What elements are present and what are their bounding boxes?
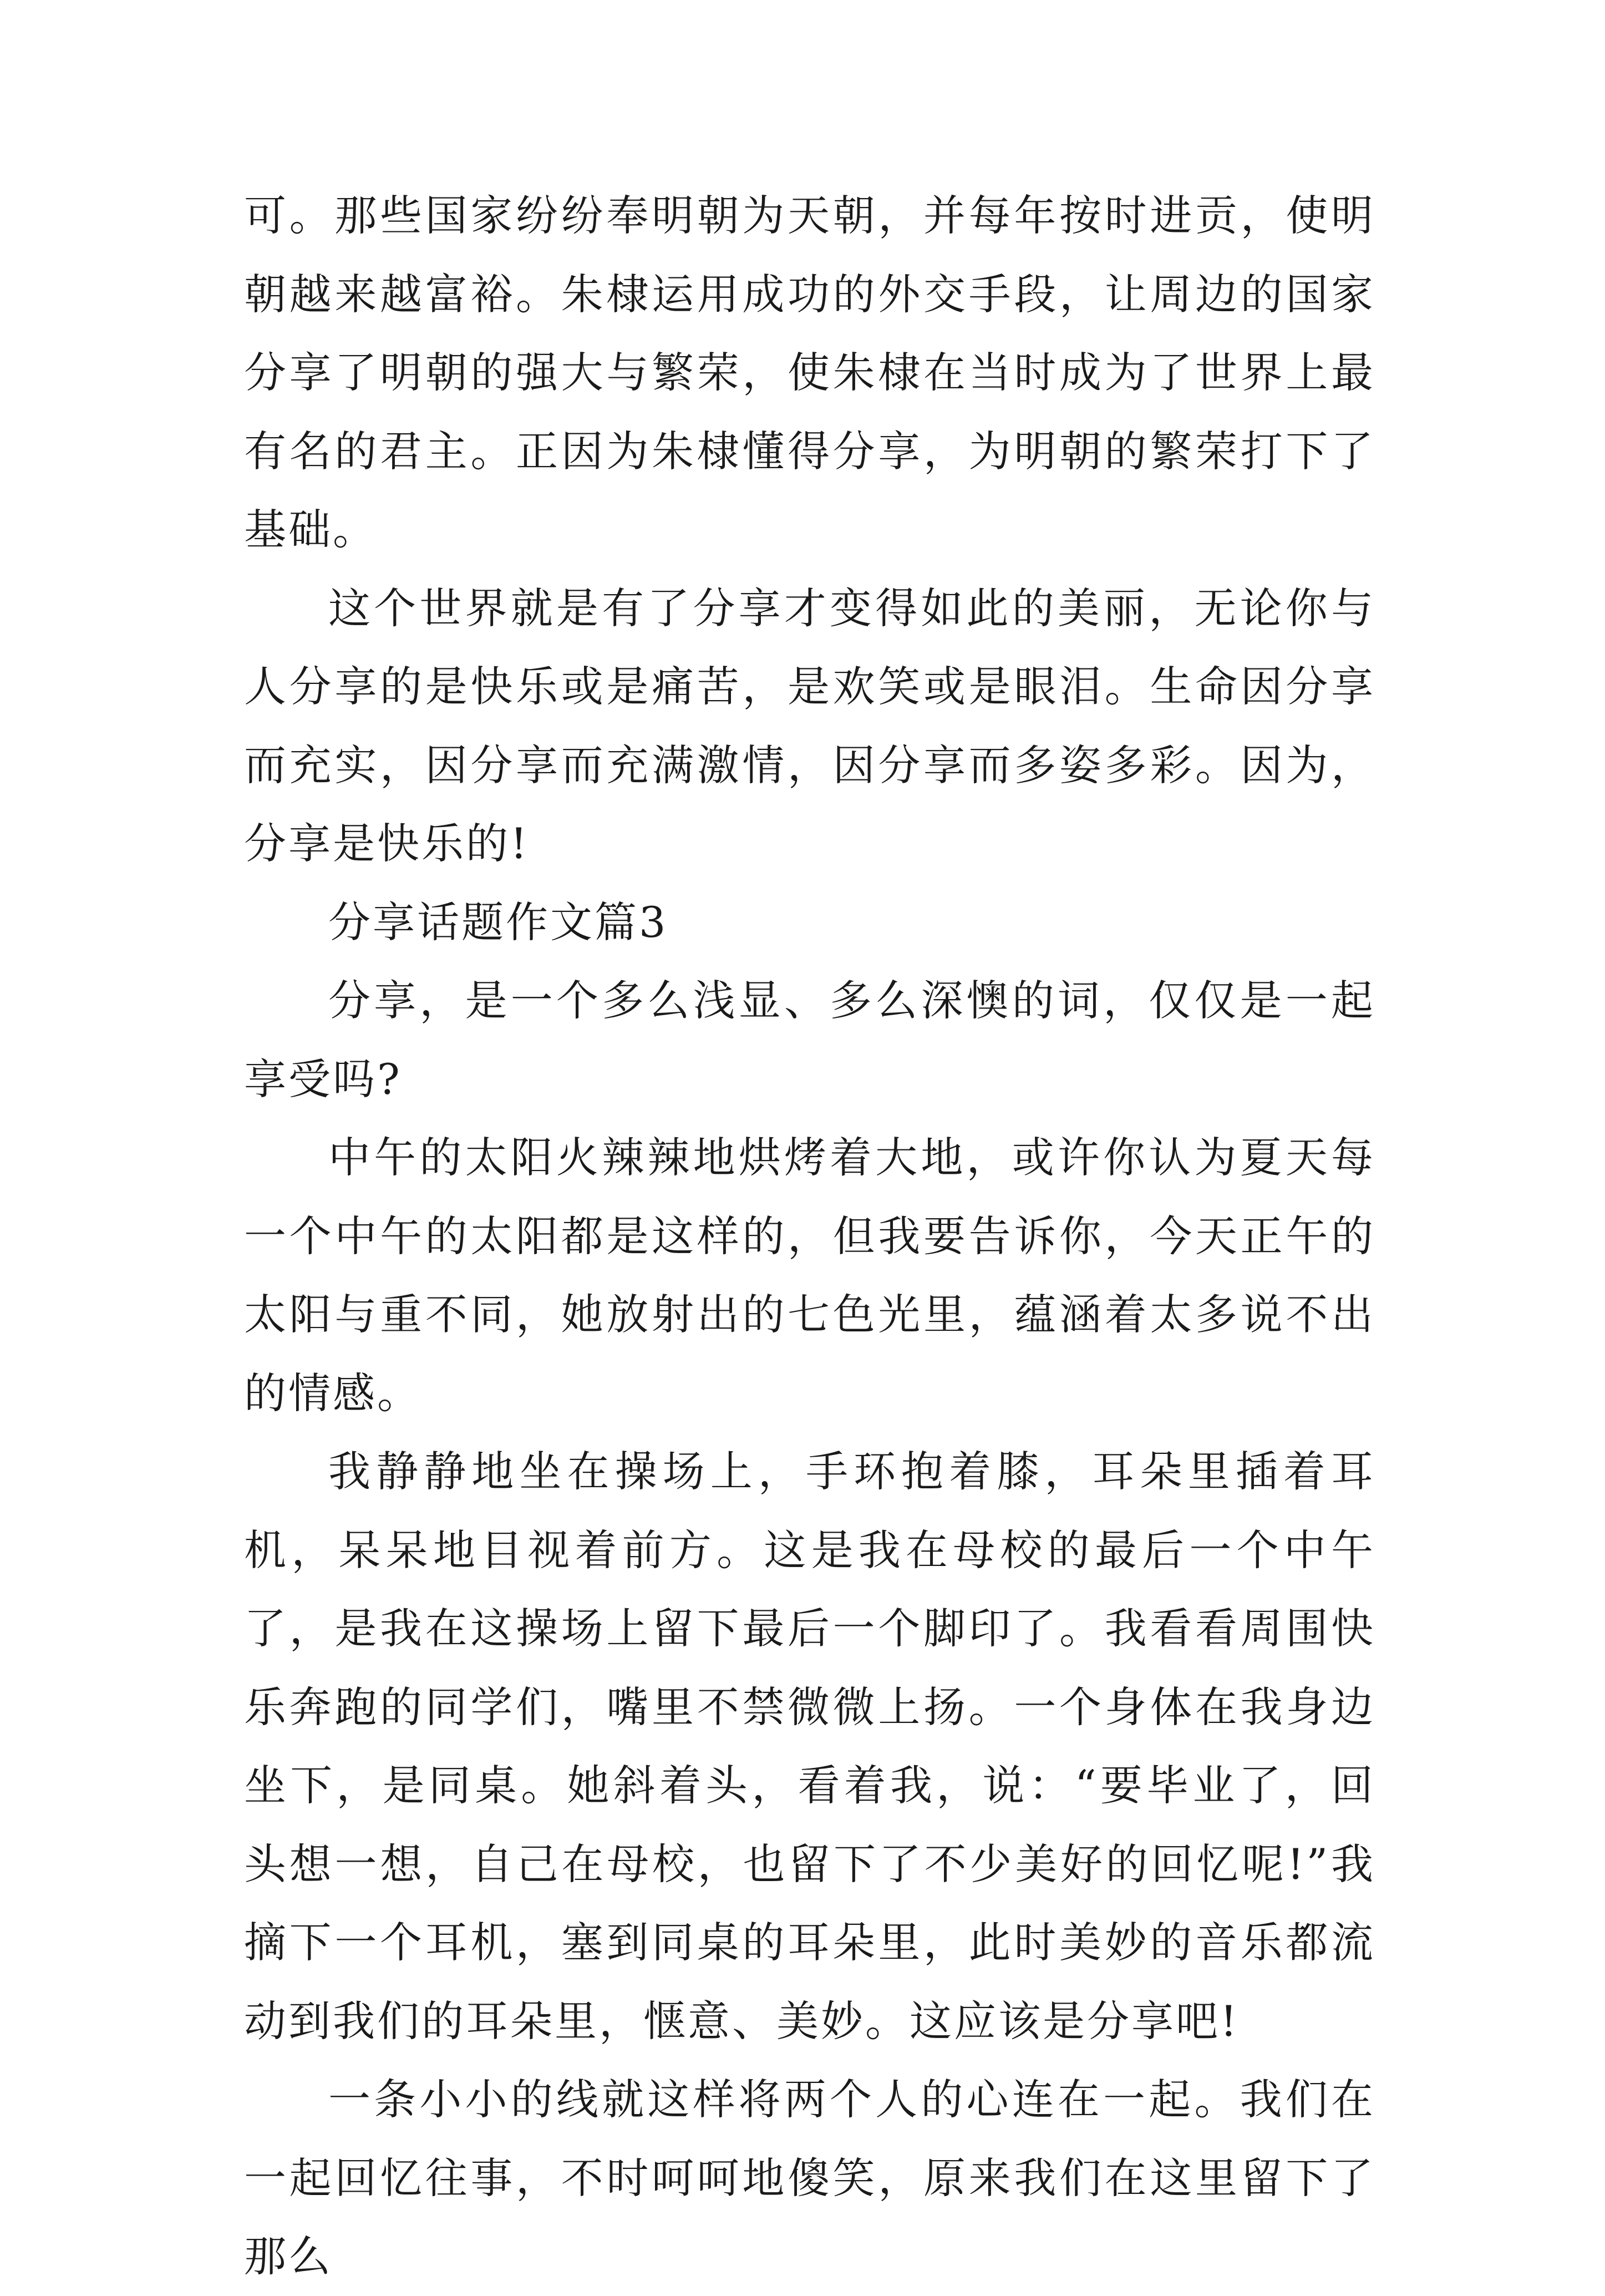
paragraph: 中午的太阳火辣辣地烘烤着大地，或许你认为夏天每一个中午的太阳都是这样的，但我要告诉你，今天正午的太阳与重不同，她放射出的七色光里，蕴涵着太多说不出的情感。 — [244, 1133, 1375, 1418]
paragraph: 我静静地坐在操场上，手环抱着膝，耳朵里插着耳机，呆呆地目视着前方。这是我在母校的最后一个中午了，是我在这操场上留下最后一个脚印了。我看看周围快乐奔跑的同学们，嘴里不禁微微上扬。一个身体在我身边坐下，是同桌。她斜着头，看着我，说：“要毕业了，回头想一想，自己在母校，也留下了不少美好的回忆呢!”我摘下一个耳机，塞到同桌的耳朵里，此时美妙的音乐都流动到我们的耳朵里，惬意、美妙。这应该是分享吧! — [244, 1447, 1375, 2046]
paragraph: 分享，是一个多么浅显、多么深懊的词，仅仅是一起享受吗? — [244, 976, 1375, 1104]
essay-body — [244, 176, 1375, 2296]
paragraph: 这个世界就是有了分享才变得如此的美丽，无论你与人分享的是快乐或是痛苦，是欢笑或是眼泪。生命因分享而充实，因分享而充满激情，因分享而多姿多彩。因为，分享是快乐的! — [244, 583, 1375, 868]
paragraph: 一条小小的线就这样将两个人的心连在一起。我们在一起回忆往事，不时呵呵地傻笑，原来我们在这里留下了那么 — [244, 2075, 1375, 2281]
section-heading: 分享话题作文篇3 — [328, 897, 668, 947]
paragraph-continued: 可。那些国家纷纷奉明朝为天朝，并每年按时进贡，使明朝越来越富裕。朱棣运用成功的外交手段，让周边的国家分享了明朝的强大与繁荣，使朱棣在当时成为了世界上最有名的君主。正因为朱棣懂得分享，为明朝的繁荣打下了基础。 — [244, 191, 1375, 554]
